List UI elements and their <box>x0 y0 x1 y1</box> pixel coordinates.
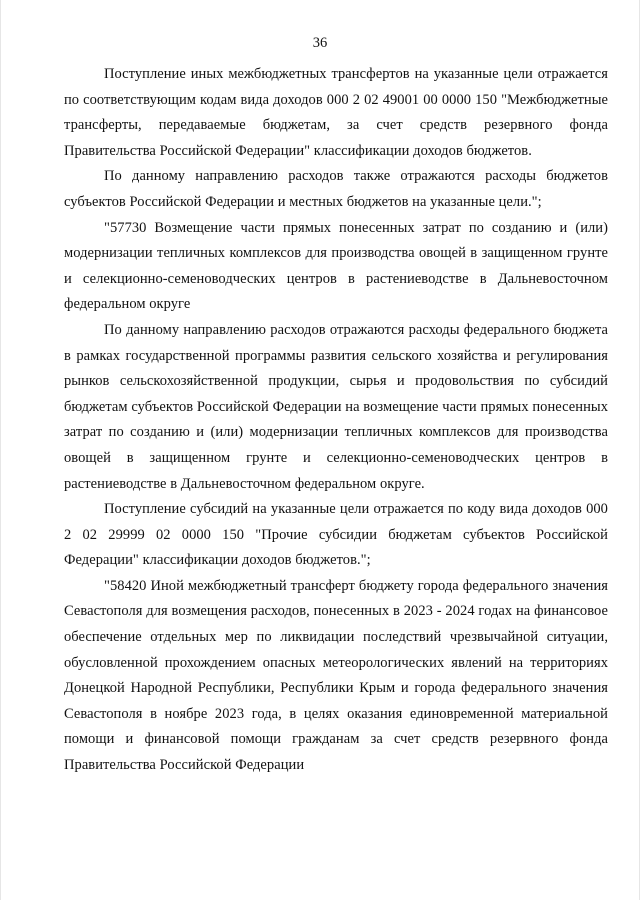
paragraph-federal-budget-expenses: По данному направлению расходов отражаются расходы федерального бюджета в рамках государственной программы развития сельского хозяйства и регулирования рынков сельскохозяйственной продукции, сырья и продовольствия по субсидий бюджетам субъектов Российской Федерации на возмещение части прямых понесенных затрат по созданию и (или) модернизации тепличных комплексов для производства овощей в защищенном грунте и селекционно-семеноводческих центров в растениеводстве в Дальневосточном федеральном округе. <box>64 321 608 492</box>
paragraph-subject-budgets: По данному направлению расходов также отражаются расходы бюджетов субъектов Российской Федерации и местных бюджетов на указанные цели."; <box>64 168 608 210</box>
paragraph-code-58420: "58420 Иной межбюджетный трансферт бюджету города федерального значения Севастополя для возмещения расходов, понесенных в 2023 - 2024 годах на финансовое обеспечение отдельных мер по ликвидации последствий чрезвычайной ситуации, обусловленной прохождением опасных метеорологических явлений на территориях Донецкой Народной Республики, Республики Крым и города федерального значения Севастополя в ноябре 2023 года, в целях оказания единовременной материальной помощи и финансовой помощи гражданам за счет средств резервного фонда Правительства Российской Федерации <box>64 577 608 774</box>
document-body <box>64 62 608 779</box>
page-number: 36 <box>312 35 328 51</box>
paragraph-subsidy-receipt: Поступление субсидий на указанные цели отражается по коду вида доходов 000 2 02 29999 02 0000 150 "Прочие субсидии бюджетам субъектов Российской Федерации" классификации доходов бюджетов."; <box>64 501 608 569</box>
paragraph-code-57730: "57730 Возмещение части прямых понесенных затрат по созданию и (или) модернизации тепличных комплексов для производства овощей в защищенном грунте и селекционно-семеноводческих центров в растениеводстве в Дальневосточном федеральном округе <box>64 219 608 313</box>
paragraph-transfer-receipt: Поступление иных межбюджетных трансфертов на указанные цели отражается по соответствующим кодам вида доходов 000 2 02 49001 00 0000 150 "Межбюджетные трансферты, передаваемые бюджетам, за счет средств резервного фонда Правительства Российской Федерации" классификации доходов бюджетов. <box>64 66 608 159</box>
